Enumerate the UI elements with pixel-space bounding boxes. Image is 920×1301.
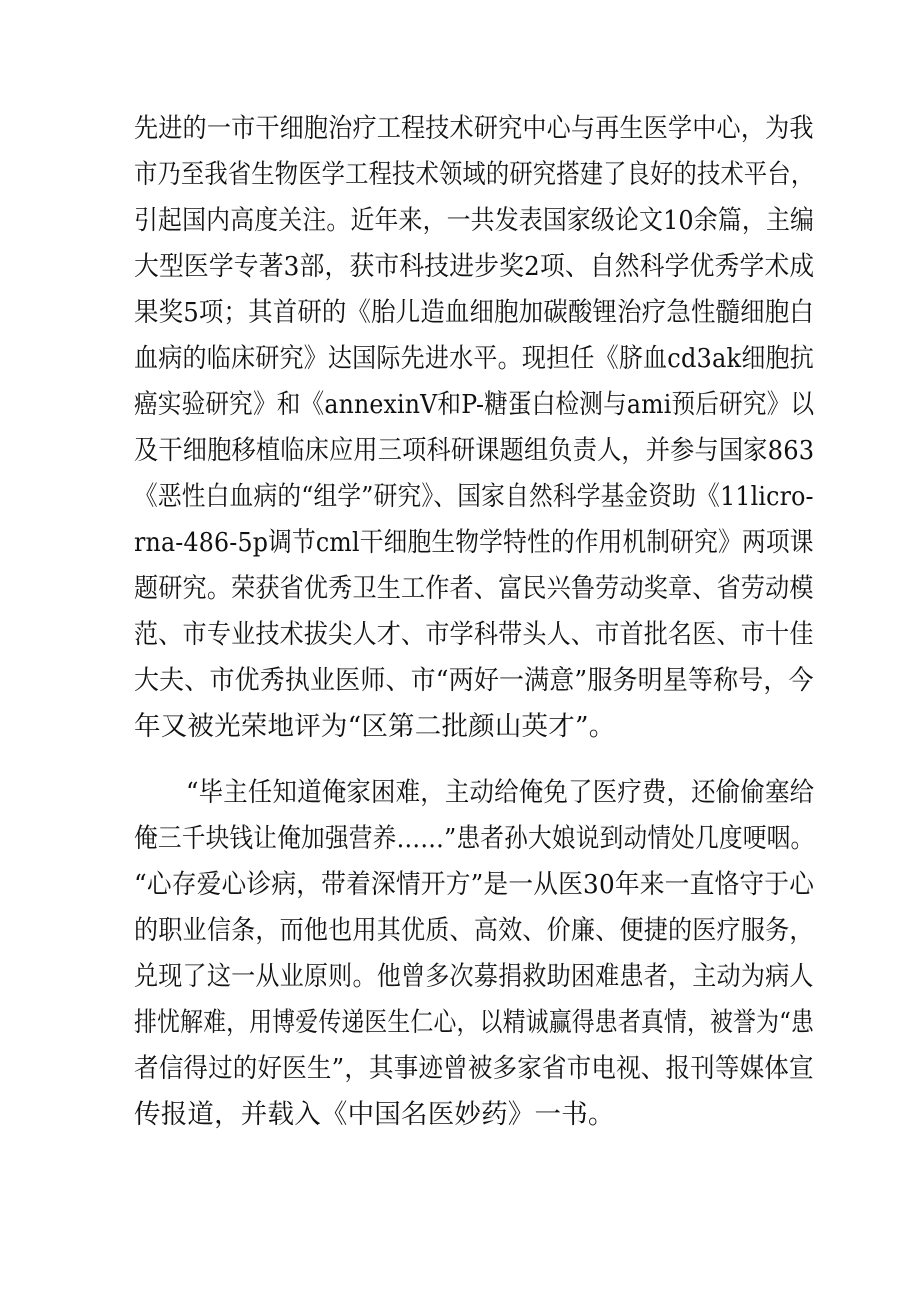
paragraph-line: 俺三千块钱让俺加强营养……”患者孙大娘说到动情处几度哽咽。	[134, 823, 815, 854]
paragraph-line: 范、市专业技术拔尖人才、市学科带头人、市首批名医、市十佳	[134, 619, 814, 650]
paragraph-line: 年又被光荣地评为“区第二批颜山英才”。	[134, 711, 616, 742]
paragraph-line: 大型医学专著3部，获市科技进步奖2项、自然科学优秀学术成	[134, 251, 815, 282]
paragraph-line: 癌实验研究》和《annexinV和P-糖蛋白检测与ami预后研究》以	[134, 389, 815, 420]
paragraph-line: 果奖5项；其首研的《胎儿造血细胞加碳酸锂治疗急性髓细胞白	[134, 297, 814, 328]
paragraph-line: 血病的临床研究》达国际先进水平。现担任《脐血cd3ak细胞抗	[134, 343, 815, 374]
paragraph-line: 引起国内高度关注。近年来，一共发表国家级论文10余篇，主编	[134, 205, 815, 236]
paragraph-line: 排忧解难，用博爱传递医生仁心，以精诚赢得患者真情，被誉为“患	[134, 1007, 815, 1038]
paragraph-line: “心存爱心诊病，带着深情开方”是一从医30年来一直恪守于心	[134, 869, 815, 900]
paragraph-line: “毕主任知道俺家困难，主动给俺免了医疗费，还偷偷塞给	[186, 777, 815, 808]
paragraph-line: 题研究。荣获省优秀卫生工作者、富民兴鲁劳动奖章、省劳动模	[134, 573, 814, 604]
paragraph-line: 《恶性白血病的“组学”研究》、国家自然科学基金资助《11licro-	[134, 481, 814, 512]
paragraph-line: 传报道，并载入《中国名医妙药》一书。	[134, 1099, 615, 1130]
paragraph-line: 及干细胞移植临床应用三项科研课题组负责人，并参与国家863	[134, 435, 815, 466]
paragraph-line: 者信得过的好医生”，其事迹曾被多家省市电视、报刊等媒体宣	[134, 1053, 814, 1084]
paragraph-line: 的职业信条，而他也用其优质、高效、价廉、便捷的医疗服务，	[134, 915, 814, 946]
paragraph-line: 市乃至我省生物医学工程技术领域的研究搭建了良好的技术平台，	[134, 159, 815, 190]
paragraph-line: 大夫、市优秀执业医师、市“两好一满意”服务明星等称号，今	[134, 665, 814, 696]
paragraph-line: 兑现了这一从业原则。他曾多次募捐救助困难患者，主动为病人	[134, 961, 814, 992]
paragraph-line: 先进的一市干细胞治疗工程技术研究中心与再生医学中心，为我	[134, 113, 814, 144]
paragraph-line: rna-486-5p调节cml干细胞生物学特性的作用机制研究》两项课	[134, 527, 814, 558]
